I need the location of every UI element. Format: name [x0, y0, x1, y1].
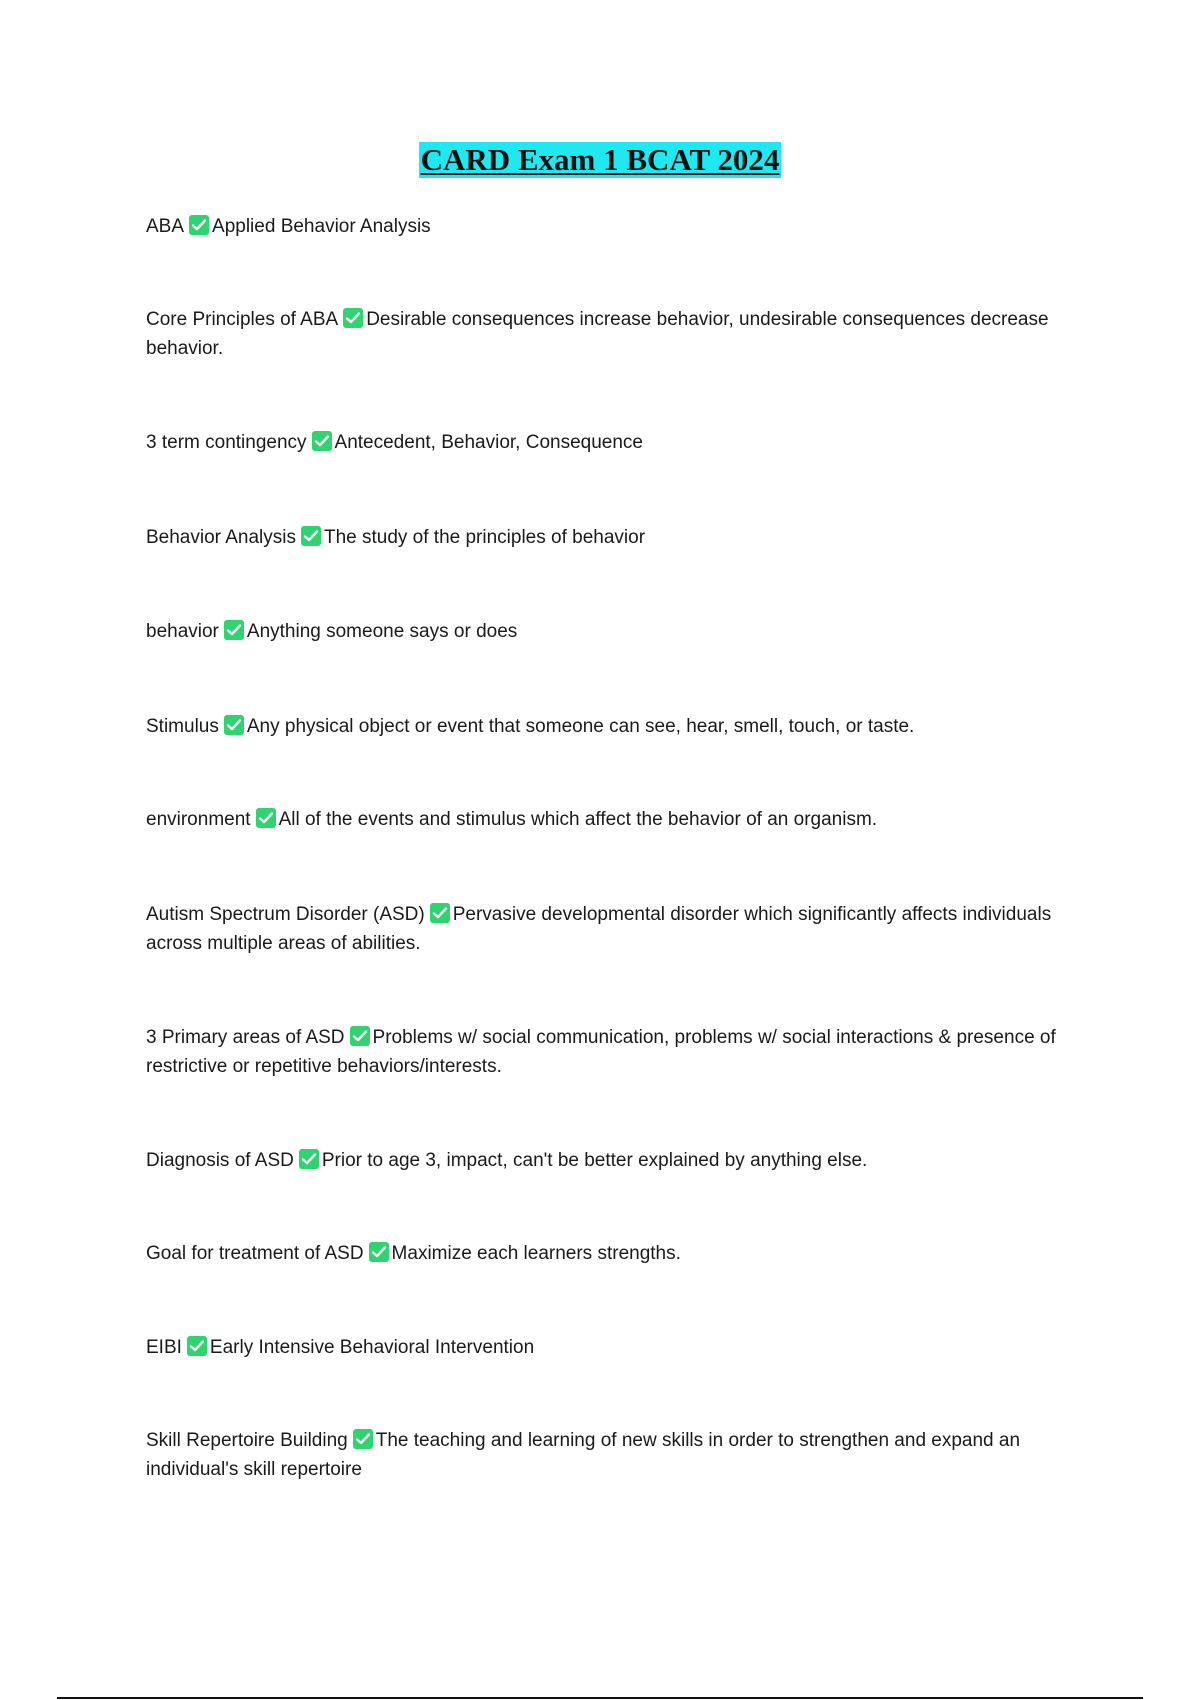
flashcard-term: Stimulus — [146, 716, 219, 737]
title-block — [0, 142, 1200, 178]
flashcard-term: Skill Repertoire Building — [146, 1430, 348, 1451]
flashcard-term: EIBI — [146, 1337, 182, 1358]
green-checkbox-icon — [187, 1336, 207, 1356]
flashcard-item — [146, 1146, 1066, 1175]
flashcard-definition: The teaching and learning of new skills in order to strengthen and expand an individual's skill repertoire — [146, 1430, 1021, 1480]
flashcard-definition: Prior to age 3, impact, can't be better explained by anything else. — [321, 1150, 868, 1171]
green-checkbox-icon — [224, 620, 244, 640]
green-checkbox-icon — [299, 1149, 319, 1169]
flashcard-definition: Early Intensive Behavioral Intervention — [209, 1337, 535, 1358]
flashcard-definition: Problems w/ social communication, problems w/ social interactions & presence of restrictive or repetitive behaviors/interests. — [146, 1027, 1056, 1077]
flashcard-item — [146, 305, 1066, 363]
green-checkbox-icon — [189, 215, 209, 235]
flashcard-definition: Any physical object or event that someone can see, hear, smell, touch, or taste. — [246, 716, 915, 737]
flashcard-definition: The study of the principles of behavior — [323, 527, 646, 548]
flashcard-term: 3 Primary areas of ASD — [146, 1027, 345, 1048]
green-checkbox-icon — [430, 903, 450, 923]
flashcard-definition: All of the events and stimulus which affect the behavior of an organism. — [278, 809, 878, 830]
flashcard-definition: Pervasive developmental disorder which significantly affects individuals across multiple areas of abilities. — [146, 904, 1052, 954]
flashcard-term: Behavior Analysis — [146, 527, 296, 548]
flashcard-item — [146, 212, 1066, 241]
flashcard-term: ABA — [146, 216, 185, 237]
green-checkbox-icon — [369, 1242, 389, 1262]
flashcard-definition: Antecedent, Behavior, Consequence — [334, 432, 643, 453]
flashcard-item — [146, 712, 1066, 741]
flashcard-term: Core Principles of ABA — [146, 309, 339, 330]
flashcard-term: environment — [146, 809, 251, 830]
flashcard-item — [146, 428, 1066, 457]
flashcard-item — [146, 1426, 1066, 1484]
flashcard-item — [146, 900, 1066, 958]
flashcard-definition: Applied Behavior Analysis — [212, 216, 431, 237]
document-title: CARD Exam 1 BCAT 2024 — [420, 142, 780, 177]
flashcard-item — [146, 1333, 1066, 1362]
flashcard-term: Autism Spectrum Disorder (ASD) — [146, 904, 425, 925]
flashcard-item — [146, 523, 1066, 552]
flashcard-definition: Maximize each learners strengths. — [391, 1243, 681, 1264]
flashcard-term: Diagnosis of ASD — [146, 1150, 294, 1171]
green-checkbox-icon — [312, 431, 332, 451]
footer-divider — [57, 1697, 1143, 1699]
flashcard-term: Goal for treatment of ASD — [146, 1243, 364, 1264]
green-checkbox-icon — [256, 808, 276, 828]
flashcard-definition: Anything someone says or does — [246, 621, 518, 642]
green-checkbox-icon — [353, 1429, 373, 1449]
flashcard-item — [146, 617, 1066, 646]
flashcard-item — [146, 1239, 1066, 1268]
green-checkbox-icon — [224, 715, 244, 735]
green-checkbox-icon — [343, 308, 363, 328]
flashcard-term: behavior — [146, 621, 219, 642]
green-checkbox-icon — [301, 526, 321, 546]
flashcard-definition: Desirable consequences increase behavior, undesirable consequences decrease behavior. — [146, 309, 1049, 359]
flashcard-item — [146, 1023, 1066, 1081]
green-checkbox-icon — [350, 1026, 370, 1046]
flashcard-item — [146, 805, 1066, 834]
flashcard-term: 3 term contingency — [146, 432, 307, 453]
